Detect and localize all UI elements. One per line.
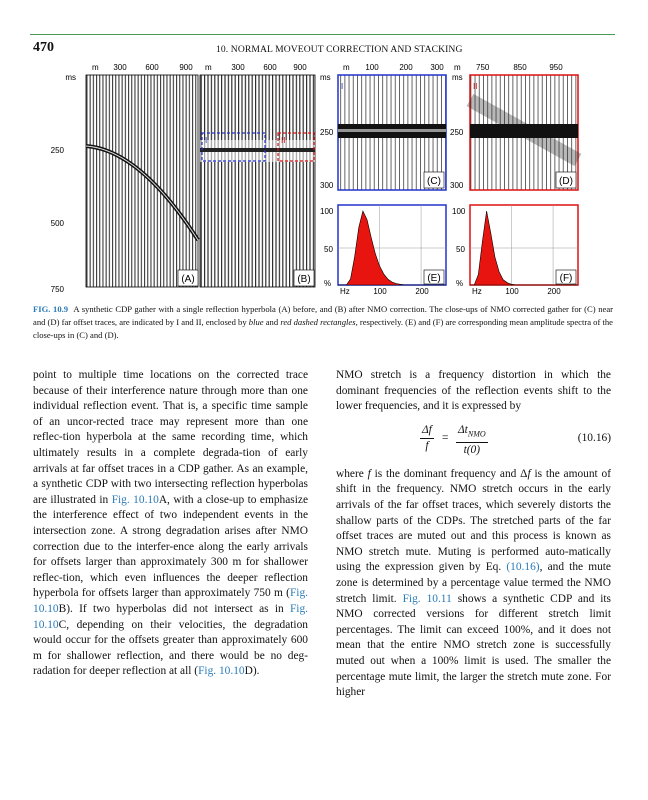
cross-reference-link[interactable]: (10.16) [506, 561, 540, 574]
equation-10-16 [336, 419, 611, 463]
panel-e-label: (E) [427, 273, 441, 284]
panel-d-time-unit: ms [452, 73, 463, 82]
body-column-right [336, 368, 611, 701]
panel-c-unit: m [343, 63, 350, 72]
panel-f-xtick: 200 [547, 287, 561, 296]
panel-c-time-tick: 250 [320, 128, 334, 137]
italic-text: red dashed rectangles [280, 317, 356, 327]
panel-c-box-label: I [341, 82, 344, 91]
panel-d-tick: 850 [513, 63, 527, 72]
panel-f-label: (F) [559, 273, 573, 284]
panel-d-tick: 950 [549, 63, 563, 72]
panel-c-tick: 300 [430, 63, 444, 72]
caption-label: FIG. 10.9 [33, 304, 69, 314]
panel-a-tick: 300 [113, 63, 127, 72]
eq-lhs [420, 423, 434, 455]
panel-d [450, 63, 578, 190]
panel-d-box-label: II [473, 82, 478, 91]
eq-rhs-sub: NMO [467, 429, 486, 439]
panel-a-unit: m [92, 63, 99, 72]
box-label-i: I [205, 136, 208, 145]
time-tick: 250 [50, 146, 64, 155]
panel-b-unit: m [205, 63, 212, 72]
panel-f-ylabel: 100 [452, 207, 466, 216]
panel-c-tick: 200 [399, 63, 413, 72]
italic-text: f [367, 467, 371, 480]
figure-caption [33, 303, 613, 342]
panel-d-time-tick: 300 [450, 181, 464, 190]
panel-a-tick: 600 [145, 63, 159, 72]
body-column-left: point to multiple time locations on the corrected trace because of their interference nature through more than one individual reflection event. That is, a specific time sample of an uncor-rected trace may represent more than one reflec-tion hyperbola at the same recording time, which ultimately results in a complete degrada-tion of early arrivals at far offset traces in a CDP gather. As an example, a synthetic CDP with two intersecting reflection hyperbolas are illustrated in Fig. 10.10A, with a close-up to emphasize the interference effect of two independent events in the intersection zone. A strong degradation arises after NMO correction due to the interfer-ence along the early arrivals for offsets larger than approximately 300 m for shallower reflec-tion, which even influences the deeper reflection hyperbola for offsets larger than approximately 750 m (Fig. 10.10B). If two hyperbolas did not intersect as in Fig. 10.10C, depending on their velocities, the degradation would occur for the offsets greater than approximately 600 m for shallower reflection, and there would be no deg-radation for deeper reflection at all (Fig. 10.10D). [33, 369, 309, 678]
figure-10-9 [0, 0, 648, 300]
panel-c-label: (C) [427, 176, 441, 187]
panel-d-unit: m [454, 63, 461, 72]
panel-e-ylabel: 50 [324, 245, 333, 254]
panel-d-tick: 750 [476, 63, 490, 72]
cross-reference-link[interactable]: Fig. 10.10 [33, 587, 308, 615]
eq-rhs [456, 423, 488, 458]
box-label-ii: II [281, 136, 286, 145]
panel-a-label: (A) [181, 274, 195, 285]
cross-reference-link[interactable]: Fig. 10.10 [111, 493, 159, 506]
panel-f-ylabel: % [456, 279, 464, 288]
caption-text: A synthetic CDP gather with a single reflection hyperbola (A) before, and (B) after NMO correction. The close-ups of NMO corrected gather for (C) near and (D) far offset traces, are indicated by I and II, enclosed by blue and red dashed rectangles, respectively. (E) and (F) are corresponding mean amplitude spectra of the close-ups in (C) and (D). [33, 304, 613, 340]
panel-f-xunit: Hz [472, 287, 482, 296]
eq-rhs-num-main: Δt [458, 423, 468, 436]
panel-f-xtick: 100 [505, 287, 519, 296]
eq-rhs-den: t(0) [463, 443, 481, 456]
right-body-text: where f is the dominant frequency and Δf is the amount of shift in the frequency. NMO stretch occurs in the early arrivals of the far offset traces, which severely distorts the shallow parts of the CDPs. The stretched parts of the far offset traces are muted out and this process is known as NMO stretch mute. Muting is performed auto-matically using the expression given by Eq. (10.16), and the mute zone is determined by a percentage value termed the NMO stretch limit. Fig. 10.11 shows a synthetic CDP and its NMO corrected versions for different stretch limit percentages. The limit can exceed 100%, and it does not mean that the entire NMO stretch zone is successfully muted out when a 100% limit is used. The smaller the percentage mute limit, the larger the stretch mute zone. For higher [336, 467, 612, 699]
panel-b-label: (B) [297, 274, 311, 285]
panel-b-tick: 300 [231, 63, 245, 72]
italic-text: blue [248, 317, 264, 327]
panel-a [51, 63, 198, 294]
panel-c-time-tick: 300 [320, 181, 334, 190]
panel-e-xtick: 100 [373, 287, 387, 296]
panel-e-ylabel: 100 [320, 207, 334, 216]
eq-lhs-den: f [425, 440, 429, 453]
panel-a-tick: 900 [179, 63, 193, 72]
panel-d-label: (D) [559, 176, 573, 187]
panel-c-tick: 100 [365, 63, 379, 72]
panel-e-ylabel: % [324, 279, 332, 288]
panel-f [452, 205, 578, 296]
panel-b-tick: 900 [293, 63, 307, 72]
eq-rhs-num [456, 423, 488, 443]
eq-number: (10.16) [577, 431, 611, 444]
cross-reference-link[interactable]: Fig. 10.10 [33, 602, 308, 631]
panel-b-tick: 600 [263, 63, 277, 72]
cross-reference-link[interactable]: Fig. 10.10 [198, 665, 245, 678]
panel-c-time-unit: ms [320, 73, 331, 82]
panel-e [320, 205, 446, 296]
panel-e-xunit: Hz [340, 287, 350, 296]
italic-text: f [527, 467, 531, 480]
panel-e-xtick: 200 [415, 287, 429, 296]
panel-d-time-tick: 250 [450, 128, 464, 137]
panel-c [320, 63, 446, 190]
running-head: 10. NORMAL MOVEOUT CORRECTION AND STACKING [216, 44, 463, 55]
time-tick: 500 [50, 219, 64, 228]
panel-f-ylabel: 50 [456, 245, 465, 254]
eq-equals: = [442, 431, 449, 444]
eq-lhs-num: Δf [420, 423, 434, 440]
cross-reference-link[interactable]: Fig. 10.11 [402, 592, 452, 605]
panel-b [200, 63, 315, 287]
page-number: 470 [33, 40, 54, 55]
right-intro: NMO stretch is a frequency distortion in which the dominant frequencies of the reflection events shift to the lower frequencies, and it is expressed by [336, 369, 611, 413]
time-tick: 750 [50, 285, 64, 294]
time-axis-unit: ms [65, 73, 76, 82]
